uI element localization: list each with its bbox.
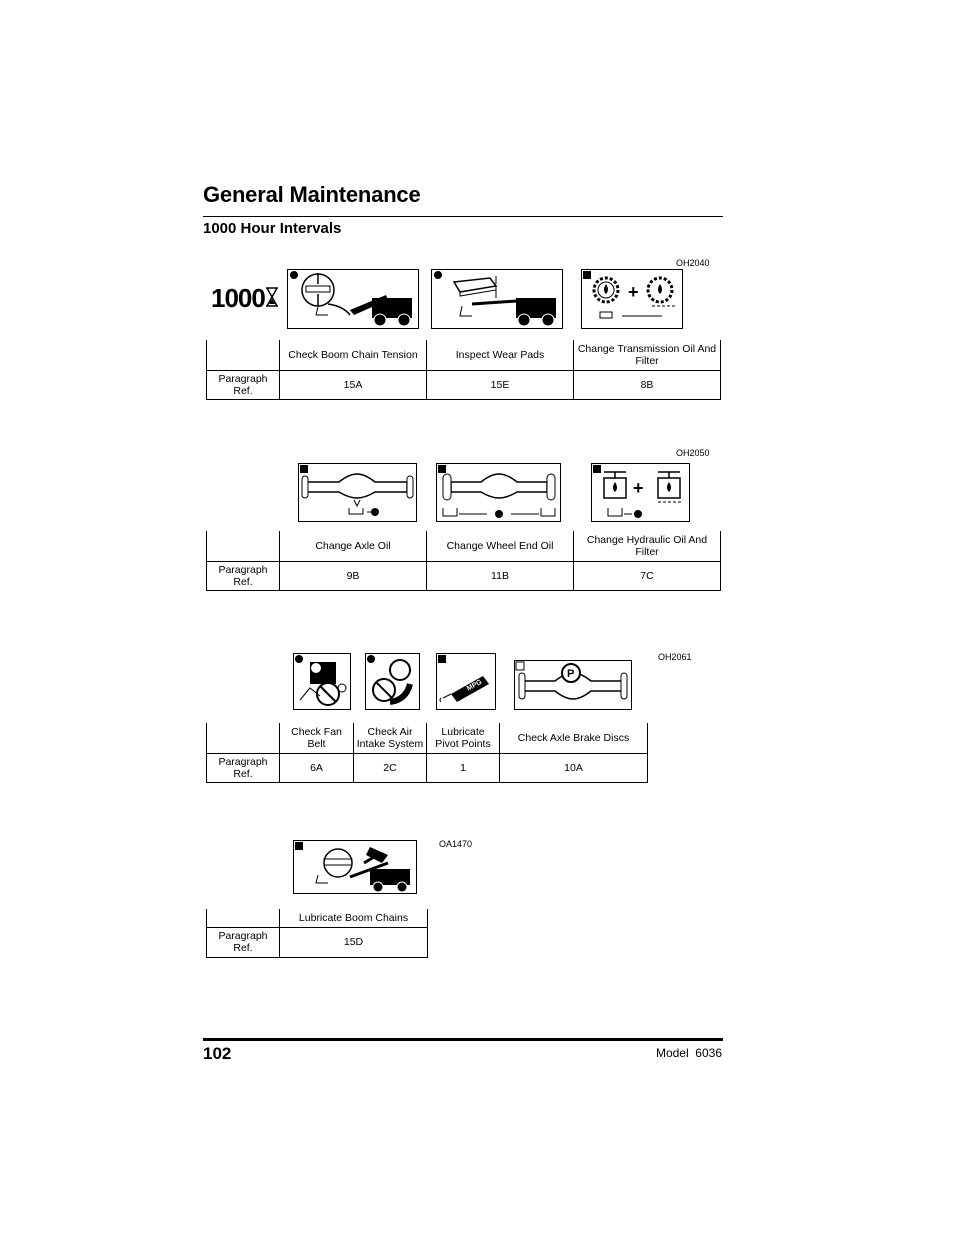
table-corner-cell: [207, 723, 280, 753]
air-intake-icon: [365, 653, 420, 710]
paragraph-ref: 2C: [354, 753, 427, 782]
paragraph-ref: 15D: [280, 927, 428, 957]
transmission-oil-icon: [581, 269, 683, 329]
maintenance-table-4: [206, 909, 428, 958]
maintenance-table-1: [206, 340, 721, 400]
axle-brake-icon: [514, 660, 632, 710]
footer-divider: [203, 1038, 723, 1041]
paragraph-ref: 10A: [500, 753, 648, 782]
wheel-end-oil-icon: [436, 463, 561, 522]
svg-text:+: +: [633, 478, 644, 498]
row-header: Paragraph Ref.: [207, 753, 280, 782]
paragraph-ref: 6A: [280, 753, 354, 782]
parking-brake-letter: P: [567, 668, 575, 680]
paragraph-ref: 15E: [427, 370, 574, 399]
hourglass-icon: [265, 287, 279, 307]
title-divider: [203, 216, 723, 217]
grease-gun-icon: [436, 653, 496, 710]
task-label: Check Fan Belt: [280, 723, 354, 753]
boom-chain-tension-icon: [287, 269, 419, 329]
paragraph-ref: 8B: [574, 370, 721, 399]
table-corner-cell: [207, 531, 280, 561]
wear-pads-icon: [431, 269, 563, 329]
model-label: Model 6036: [655, 1046, 722, 1060]
task-label: Change Wheel End Oil: [427, 531, 574, 561]
row-header: Paragraph Ref.: [207, 927, 280, 957]
fan-belt-icon: [293, 653, 351, 710]
page-number: 102: [203, 1044, 232, 1063]
task-label: Lubricate Pivot Points: [427, 723, 500, 753]
row-header: Paragraph Ref.: [207, 561, 280, 590]
paragraph-ref: 11B: [427, 561, 574, 590]
boom-chain-lube-icon: [293, 840, 417, 894]
maintenance-table-2: [206, 531, 721, 591]
interval-label: 1000: [211, 283, 265, 313]
figure-ref: OA1470: [439, 839, 473, 849]
maintenance-table-3: [206, 723, 648, 783]
figure-ref: OH2040: [676, 258, 710, 268]
task-label: Check Air Intake System: [354, 723, 427, 753]
section-title: 1000 Hour Intervals: [203, 220, 342, 237]
task-label: Check Boom Chain Tension: [280, 340, 427, 370]
figure-ref: OH2061: [658, 652, 692, 662]
figure-ref: OH2050: [676, 448, 710, 458]
table-corner-cell: [207, 340, 280, 370]
svg-text:+: +: [628, 282, 639, 302]
task-label: Change Axle Oil: [280, 531, 427, 561]
task-label: Change Transmission Oil And Filter: [574, 340, 721, 370]
hydraulic-oil-icon: [591, 463, 690, 522]
grease-gun-label: MPG: [465, 678, 484, 693]
row-header: Paragraph Ref.: [207, 370, 280, 399]
task-label: Check Axle Brake Discs: [500, 723, 648, 753]
page-title: General Maintenance: [203, 182, 421, 207]
axle-oil-icon: [298, 463, 417, 522]
paragraph-ref: 9B: [280, 561, 427, 590]
paragraph-ref: 1: [427, 753, 500, 782]
paragraph-ref: 15A: [280, 370, 427, 399]
table-corner-cell: [207, 909, 280, 927]
task-label: Change Hydraulic Oil And Filter: [574, 531, 721, 561]
task-label: Inspect Wear Pads: [427, 340, 574, 370]
task-label: Lubricate Boom Chains: [280, 909, 428, 927]
paragraph-ref: 7C: [574, 561, 721, 590]
